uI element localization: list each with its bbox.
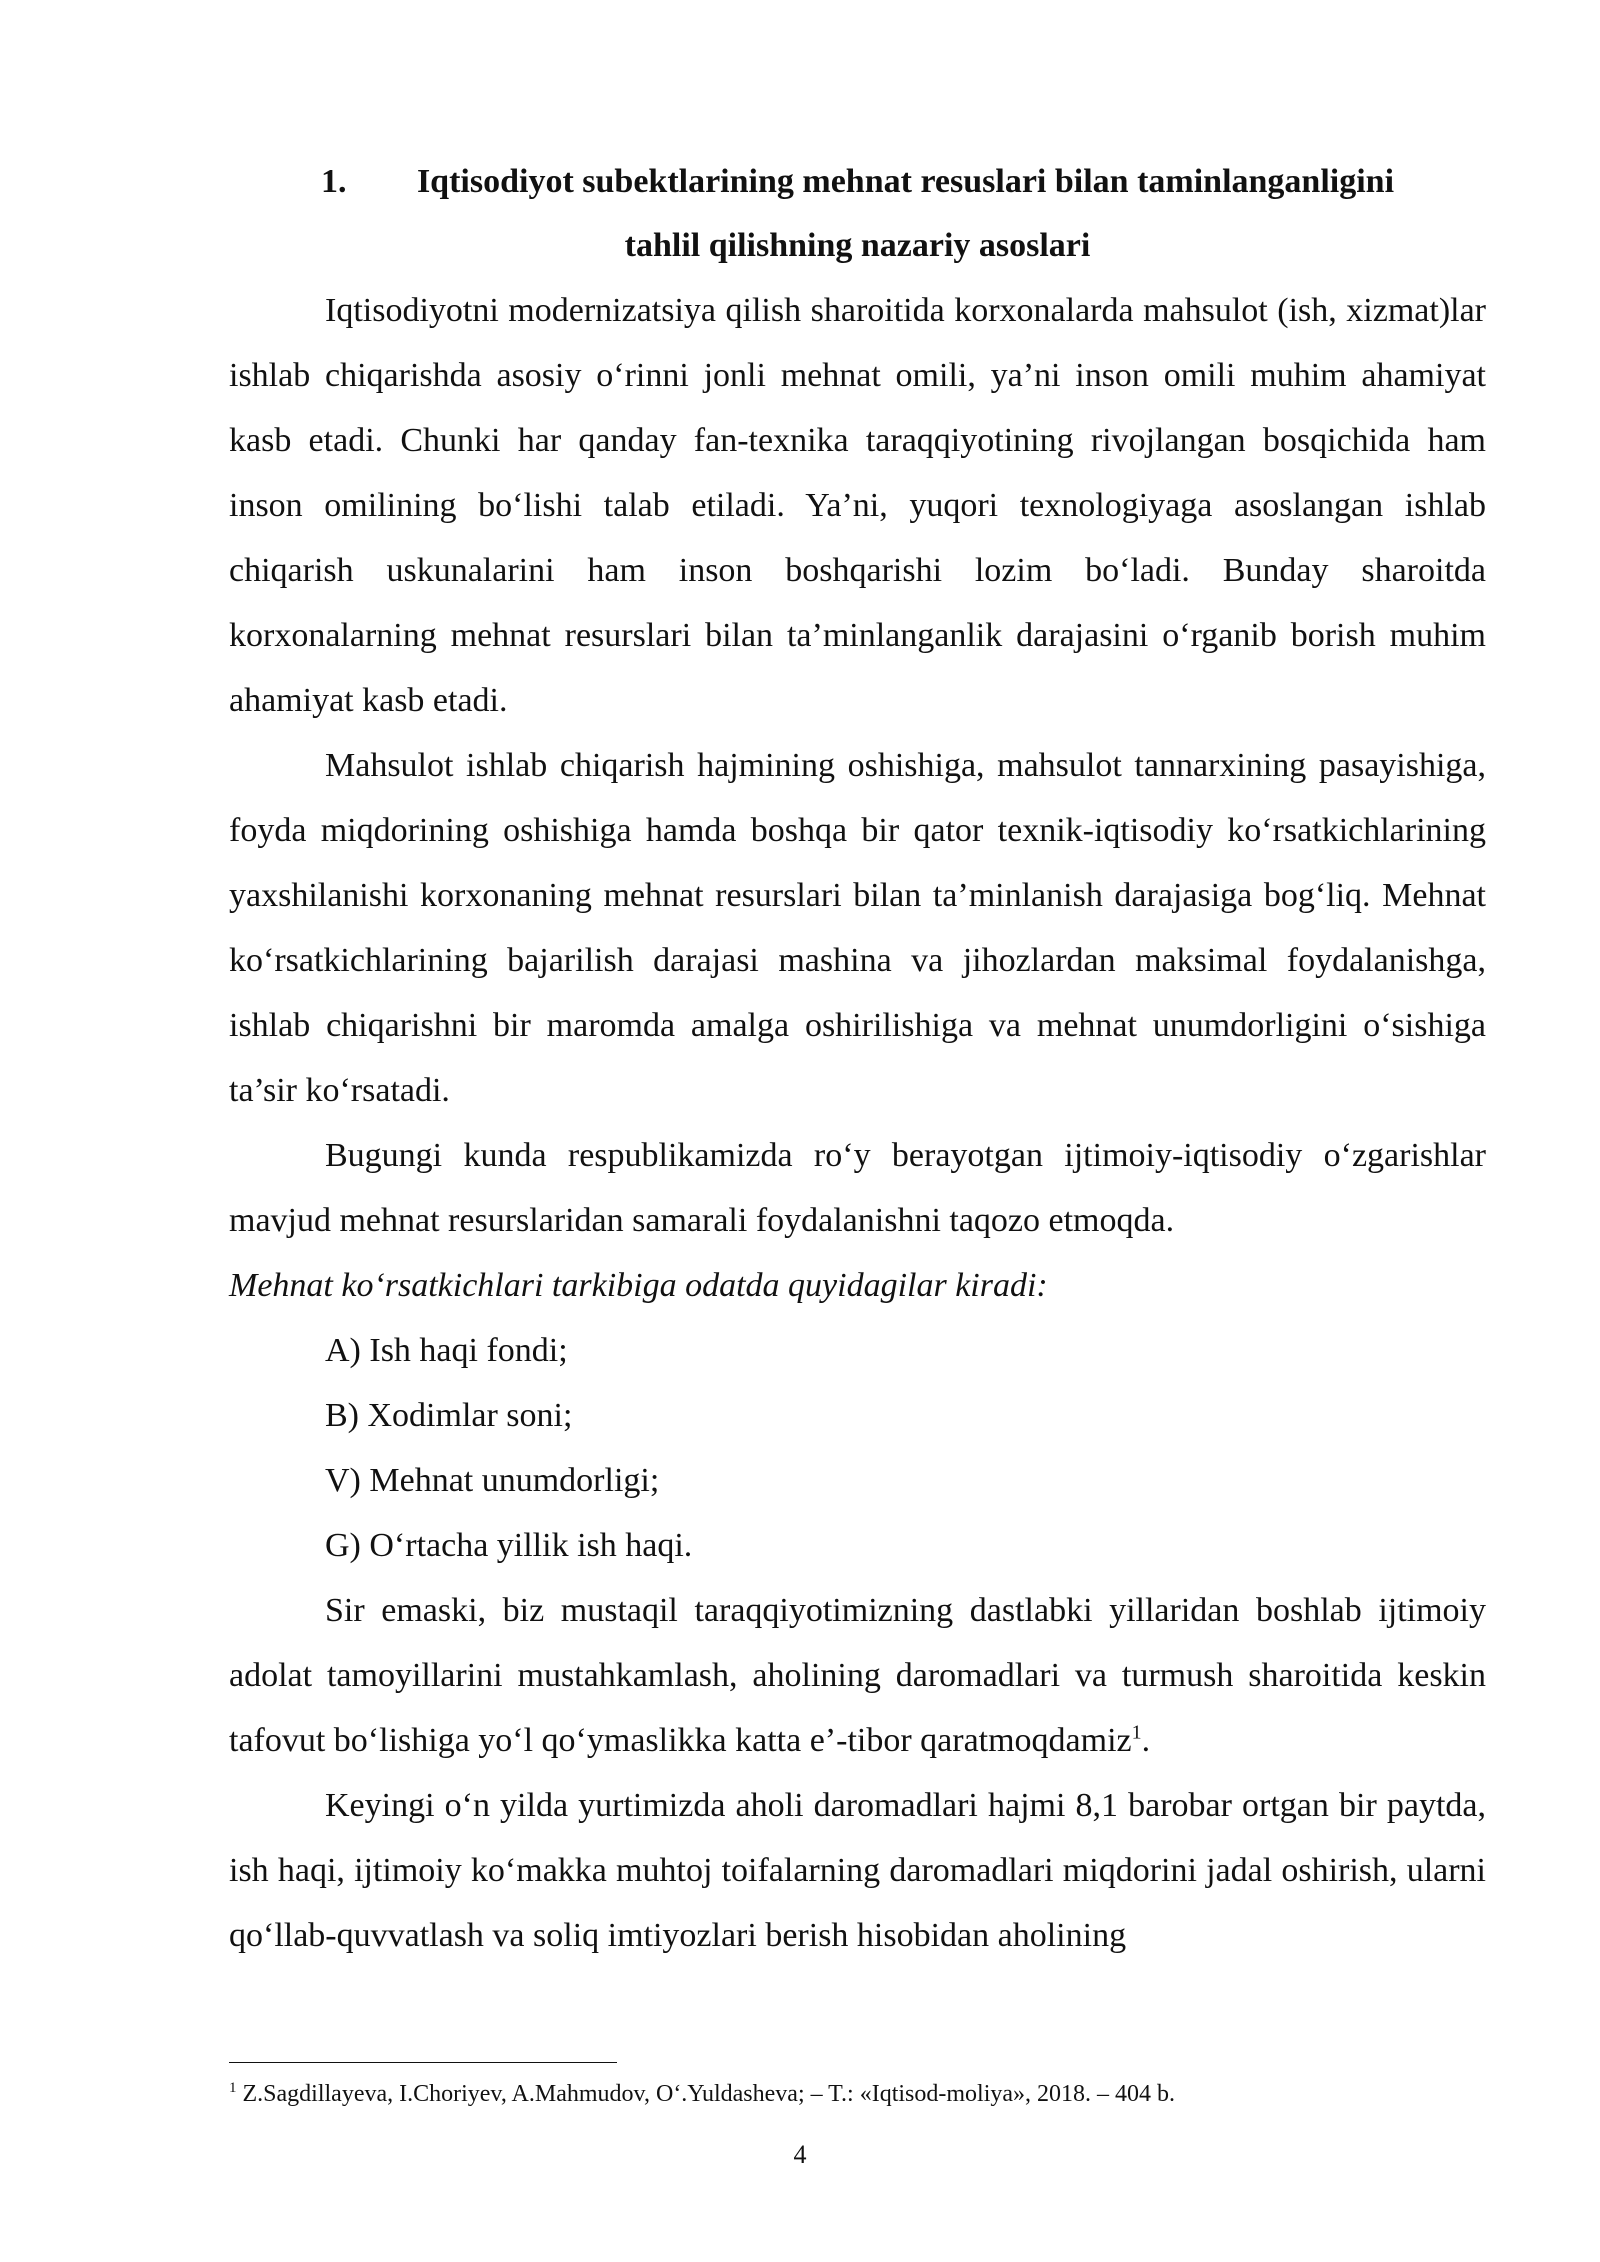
section-title-line1: Iqtisodiyot subektlarining mehnat resuslari bilan taminlanganligini <box>416 163 1395 200</box>
section-number: 1. <box>320 163 347 200</box>
footnote <box>229 2078 1486 2110</box>
section-heading <box>229 150 1486 214</box>
paragraph-4-text: Sir emaski, biz mustaqil taraqqiyotimizning dastlabki yillaridan boshlab ijtimoiy adolat tamoyillarini mustahkamlash, aholining daromadlari va turmush sharoitida keskin tafovut bo‘lishiga yo‘l qo‘ymaslikka katta e’-tibor qaratmoqdamiz <box>229 1592 1486 1759</box>
footnote-mark: 1 <box>229 2080 237 2096</box>
footnote-text: Z.Sagdillayeva, I.Choriyev, A.Mahmudov, O‘.Yuldasheva; – T.: «Iqtisod-moliya», 2018. – 404 b. <box>236 2081 1176 2107</box>
paragraph-1: Iqtisodiyotni modernizatsiya qilish sharoitida korxonalarda mahsulot (ish, xizmat)lar ishlab chiqarishda asosiy o‘rinni jonli mehnat omili, ya’ni inson omili muhim ahamiyat kasb etadi. Chunki har qanday fan-texnika taraqqiyotining rivojlangan bosqichida ham inson omilining bo‘lishi talab etiladi. Ya’ni, yuqori texnologiyaga asoslangan ishlab chiqarish uskunalarini ham inson boshqarishi lozim bo‘ladi. Bunday sharoitda korxonalarning mehnat resurslari bilan ta’minlanganlik darajasini o‘rganib borish muhim ahamiyat kasb etadi. <box>229 292 1486 719</box>
section-title-line2: tahlil qilishning nazariy asoslari <box>624 227 1091 264</box>
page-number: 4 <box>793 2140 807 2169</box>
paragraph-5: Keyingi o‘n yilda yurtimizda aholi daromadlari hajmi 8,1 barobar ortgan bir paytda, ish haqi, ijtimoiy ko‘makka muhtoj toifalarning daromadlari miqdorini jadal oshirish, ularni qo‘llab-quvvatlash va soliq imtiyozlari berish hisobidan aholining <box>229 1787 1486 1954</box>
footnote-divider <box>229 2062 617 2063</box>
main-text <box>229 150 1486 1968</box>
paragraph-3: Bugungi kunda respublikamizda ro‘y berayotgan ijtimoiy-iqtisodiy o‘zgarishlar mavjud mehnat resurslaridan samarali foydalanishni taqozo etmoqda. <box>229 1137 1486 1239</box>
list-item-b: B) Xodimlar soni; <box>325 1397 573 1434</box>
paragraph-4 <box>229 1578 1486 1773</box>
paragraph-4-end: . <box>1141 1722 1151 1759</box>
list-intro: Mehnat ko‘rsatkichlari tarkibiga odatda quyidagilar kiradi: <box>229 1267 1048 1304</box>
list-item-g: G) O‘rtacha yillik ish haqi. <box>325 1527 693 1564</box>
list-item-a: A) Ish haqi fondi; <box>325 1332 568 1369</box>
paragraph-2: Mahsulot ishlab chiqarish hajmining oshishiga, mahsulot tannarxining pasayishiga, foyda miqdorining oshishiga hamda boshqa bir qator texnik-iqtisodiy ko‘rsatkichlarining yaxshilanishi korxonaning mehnat resurslari bilan ta’minlanish darajasiga bog‘liq. Mehnat ko‘rsatkichlarining bajarilish darajasi mashina va jihozlardan maksimal foydalanishga, ishlab chiqarishni bir maromda amalga oshirilishiga va mehnat unumdorligini o‘sishiga ta’sir ko‘rsatadi. <box>229 747 1486 1109</box>
footnote-reference[interactable]: 1 <box>1131 1721 1142 1744</box>
list-item-v: V) Mehnat unumdorligi; <box>325 1462 660 1499</box>
